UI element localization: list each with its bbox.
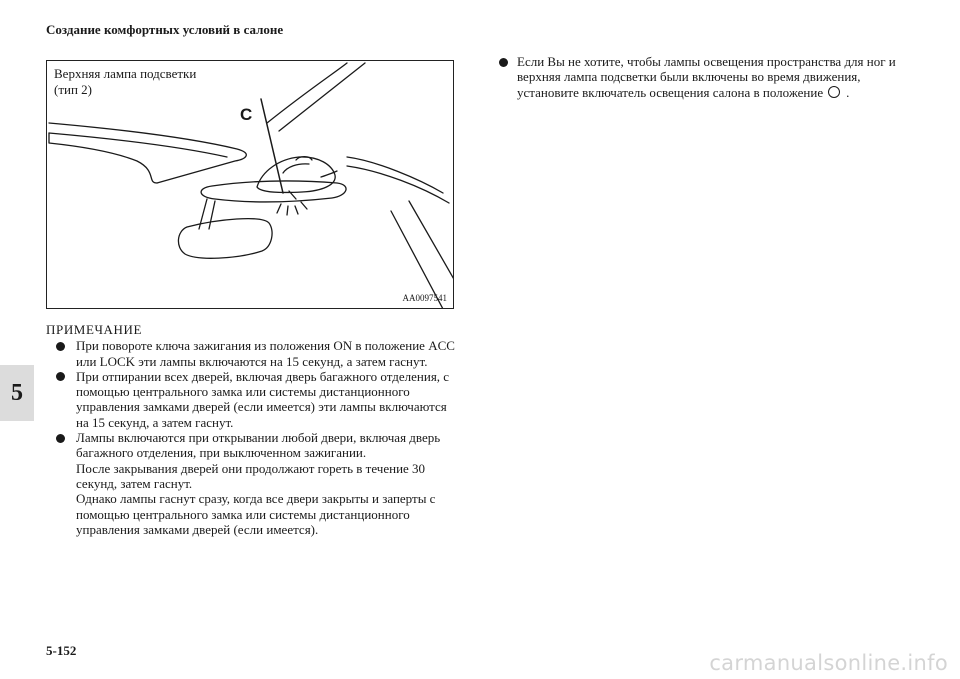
right-column-text-end: . (846, 84, 850, 100)
figure-caption-line2: (тип 2) (54, 82, 93, 97)
note-item-text: При повороте ключа зажигания из положения ON в положение ACC или LOCK эти лампы включаются на 15 секунд, а затем гаснут. (76, 338, 455, 369)
bullet-icon (56, 342, 65, 351)
ceiling-lamp-drawing (47, 61, 454, 309)
watermark: carmanualsonline.info (709, 651, 948, 675)
note-item-text: При отпирании всех дверей, включая дверь багажного отделения, с помощью центрального замка или системы дистанционного управления замками дверей (если имеется) эти лампы включаются на 15 секунд, а затем гаснут. (76, 368, 450, 430)
page-header: Создание комфортных условий в салоне (46, 22, 284, 37)
figure-marker-c: C (240, 105, 253, 124)
note-item-text: Лампы включаются при открывании любой двери, включая дверь багажного отделения, при выключенном зажигании. (76, 430, 441, 461)
chapter-tab (0, 365, 34, 421)
note-item-text-continued: Однако лампы гаснут сразу, когда все двери закрыты и заперты с помощью центрального замка или системы дистанционного управления замками дверей (если имеется). (76, 491, 436, 537)
note-title: ПРИМЕЧАНИЕ (46, 322, 143, 337)
note-item-text-continued: После закрывания дверей они продолжают гореть в течение 30 секунд, затем гаснут. (76, 460, 426, 491)
page-number: 5-152 (46, 643, 77, 658)
note-item (46, 369, 456, 430)
bullet-icon (56, 372, 65, 381)
illustration (46, 60, 454, 309)
right-column-text: Если Вы не хотите, чтобы лампы освещения пространства для ног и верхняя лампа подсветки были включены во время движения, установите включатель освещения салона в положение (517, 54, 896, 100)
figure-code: AA0097541 (402, 293, 447, 303)
note-item (46, 338, 456, 369)
figure-caption (54, 66, 196, 98)
right-column (499, 54, 899, 100)
figure-caption-line1: Верхняя лампа подсветки (54, 66, 197, 81)
bullet-icon (499, 58, 508, 67)
note-item (46, 430, 456, 537)
note-item (499, 54, 899, 100)
off-position-ring-icon (828, 86, 840, 98)
note-block (46, 322, 456, 537)
bullet-icon (56, 434, 65, 443)
chapter-number: 5 (11, 379, 23, 406)
